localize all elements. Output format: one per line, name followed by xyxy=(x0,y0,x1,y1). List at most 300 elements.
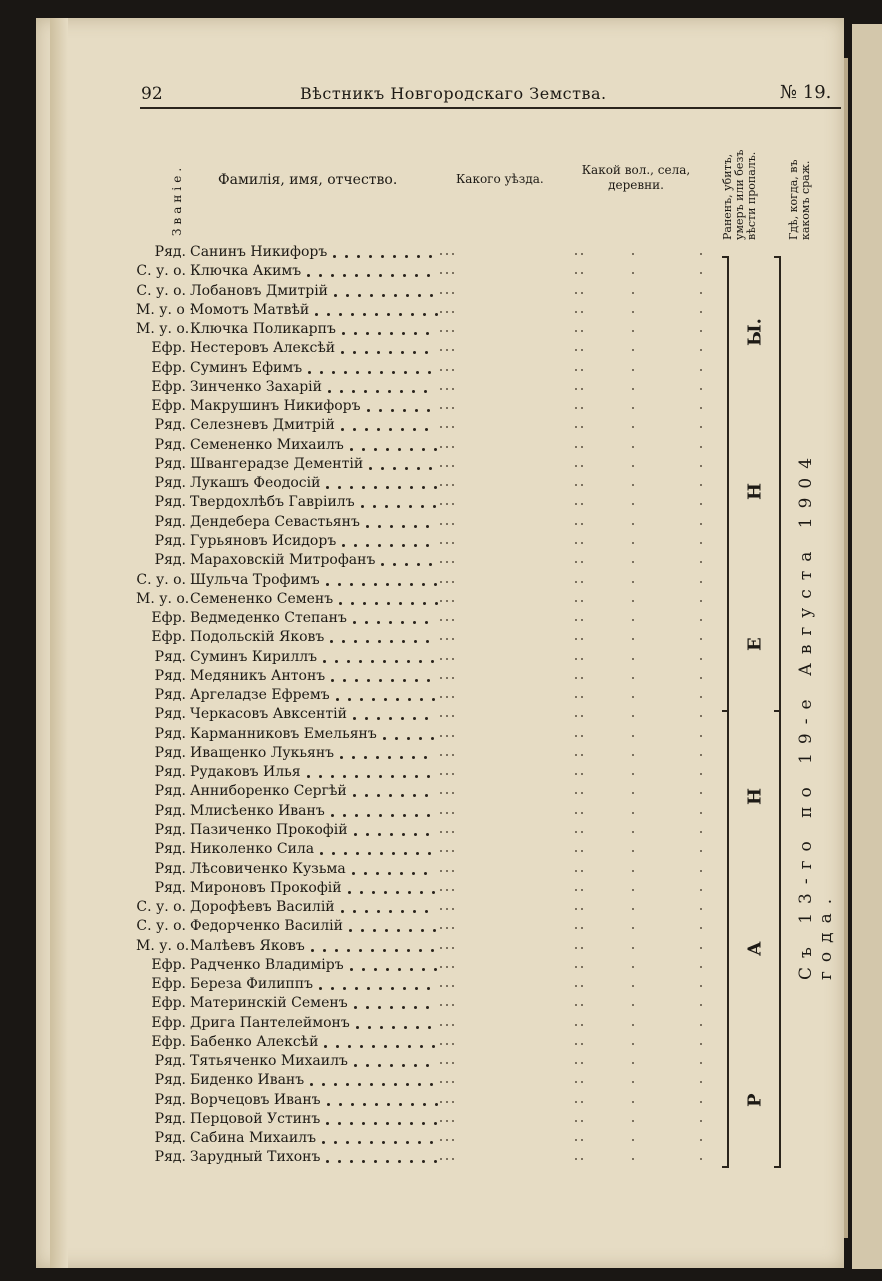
bracket-tick xyxy=(722,256,728,258)
ditto-dot xyxy=(581,658,583,660)
leader-dot xyxy=(403,775,406,778)
leader-dot xyxy=(412,872,415,875)
leader-dot xyxy=(382,294,385,297)
leader-dot xyxy=(346,1083,349,1086)
leader-dots xyxy=(136,975,436,994)
leader-dot xyxy=(341,351,344,354)
leader-dots xyxy=(136,879,436,898)
rank-label: Ряд. xyxy=(154,744,186,761)
ditto-dot xyxy=(575,523,577,525)
leader-dot xyxy=(373,505,376,508)
leader-dot xyxy=(336,698,339,701)
leader-dot xyxy=(362,1122,365,1125)
leader-dot xyxy=(423,313,426,316)
leader-dot xyxy=(417,467,420,470)
rank-label: Ряд. xyxy=(154,552,186,569)
ditto-dot xyxy=(581,465,583,467)
ditto-dot xyxy=(452,966,454,968)
leader-dot xyxy=(389,621,392,624)
leader-dots xyxy=(136,917,436,936)
leader-dot xyxy=(319,775,322,778)
leader-dot xyxy=(416,1026,419,1029)
ditto-dot xyxy=(700,889,702,891)
leader-dot xyxy=(422,968,425,971)
ditto-dot xyxy=(632,658,634,660)
leader-dot xyxy=(339,1103,342,1106)
leader-dot xyxy=(353,428,356,431)
leader-dot xyxy=(344,852,347,855)
ditto-dot xyxy=(452,1043,454,1045)
leader-dots xyxy=(136,648,436,667)
leader-dot xyxy=(384,698,387,701)
leader-dot xyxy=(402,640,405,643)
ditto-dot xyxy=(575,754,577,756)
leader-dot xyxy=(378,332,381,335)
leader-dot xyxy=(380,371,383,374)
leader-dot xyxy=(427,814,430,817)
rank-label: Ефр. xyxy=(151,629,186,646)
leader-dot xyxy=(418,294,421,297)
rank-label: Ряд. xyxy=(154,417,186,434)
leader-dot xyxy=(366,1064,369,1067)
leader-dot xyxy=(375,313,378,316)
journal-title: Вѣстникъ Новгородскаго Земства. xyxy=(300,84,607,103)
leader-dot xyxy=(389,428,392,431)
date-vertical-text: Съ 13-го по 19-е Августа 1904 года. xyxy=(796,448,836,980)
leader-dot xyxy=(410,1122,413,1125)
leader-dot xyxy=(365,428,368,431)
leader-dot xyxy=(374,1160,377,1163)
leader-dots xyxy=(136,282,436,301)
ditto-dot xyxy=(700,966,702,968)
leader-dot xyxy=(425,351,428,354)
leader-dot xyxy=(326,1160,329,1163)
ditto-dot xyxy=(440,677,442,679)
leader-dot xyxy=(332,371,335,374)
leader-dot xyxy=(365,351,368,354)
leader-dot xyxy=(376,872,379,875)
ditto-dot xyxy=(700,1024,702,1026)
ditto-dot xyxy=(446,677,448,679)
leader-dot xyxy=(319,274,322,277)
ditto-dot xyxy=(452,947,454,949)
leader-dot xyxy=(341,910,344,913)
person-name: Лѣсовиченко Кузьма xyxy=(190,860,346,877)
status-vertical-text xyxy=(738,250,772,1175)
person-name: Макрушинъ Никифоръ xyxy=(190,398,361,415)
leader-dot xyxy=(342,640,345,643)
rank-label: Ряд. xyxy=(154,667,186,684)
leader-dot xyxy=(426,1064,429,1067)
leader-dot xyxy=(390,640,393,643)
leader-dot xyxy=(400,872,403,875)
ditto-dot xyxy=(446,1101,448,1103)
leader-dot xyxy=(427,409,430,412)
leader-dot xyxy=(406,1141,409,1144)
ditto-dot xyxy=(700,1101,702,1103)
leader-dot xyxy=(399,602,402,605)
leader-dots xyxy=(136,397,436,416)
ditto-dot xyxy=(700,465,702,467)
leader-dot xyxy=(377,910,380,913)
rank-label: С. у. о. xyxy=(136,918,186,935)
ditto-dot xyxy=(446,446,448,448)
leader-dot xyxy=(340,756,343,759)
leader-dot xyxy=(356,852,359,855)
ditto-dot xyxy=(700,812,702,814)
leader-dot xyxy=(405,467,408,470)
ditto-dot xyxy=(440,600,442,602)
leader-dot xyxy=(404,371,407,374)
leader-dot xyxy=(310,1083,313,1086)
person-name: Мироновъ Прокофій xyxy=(190,879,342,896)
leader-dot xyxy=(386,968,389,971)
leader-dot xyxy=(428,371,431,374)
leader-dot xyxy=(350,1122,353,1125)
person-name: Шульча Трофимъ xyxy=(190,571,320,588)
bracket-tick xyxy=(774,710,780,712)
person-name: Рудаковъ Илья xyxy=(190,764,301,781)
leader-dots xyxy=(136,1014,436,1033)
ditto-dot xyxy=(581,253,583,255)
person-name: Радченко Владиміръ xyxy=(190,956,344,973)
ditto-dot xyxy=(581,1120,583,1122)
leader-dot xyxy=(430,1141,433,1144)
leader-dot xyxy=(387,602,390,605)
ditto-dot xyxy=(452,311,454,313)
leader-dot xyxy=(379,987,382,990)
ditto-dot xyxy=(446,889,448,891)
leader-dot xyxy=(374,448,377,451)
leader-dot xyxy=(377,351,380,354)
person-name: Зарудный Тихонъ xyxy=(190,1149,321,1166)
leader-dot xyxy=(361,929,364,932)
leader-dot xyxy=(364,390,367,393)
ditto-dot xyxy=(440,831,442,833)
person-name: Лобановъ Дмитрій xyxy=(190,282,329,299)
ditto-dot xyxy=(446,754,448,756)
leader-dot xyxy=(391,814,394,817)
person-name: Зинченко Захарій xyxy=(190,378,322,395)
leader-dot xyxy=(400,756,403,759)
leader-dot xyxy=(398,486,401,489)
leader-dot xyxy=(395,949,398,952)
ditto-dot xyxy=(575,947,577,949)
ditto-dot xyxy=(446,523,448,525)
ditto-dot xyxy=(632,581,634,583)
leader-dot xyxy=(379,274,382,277)
person-name: Черкасовъ Авксентій xyxy=(190,706,347,723)
status-letter: Н xyxy=(744,483,766,501)
leader-dot xyxy=(417,563,420,566)
leader-dot xyxy=(410,583,413,586)
leader-dot xyxy=(431,660,434,663)
ditto-dot xyxy=(632,446,634,448)
leader-dot xyxy=(368,1026,371,1029)
leader-dot xyxy=(345,255,348,258)
ditto-dot xyxy=(581,966,583,968)
leader-dot xyxy=(354,332,357,335)
leader-dots xyxy=(136,551,436,570)
leader-dot xyxy=(415,814,418,817)
rank-label: М. у. о. xyxy=(136,590,190,607)
leader-dot xyxy=(350,448,353,451)
leader-dot xyxy=(380,1026,383,1029)
ditto-dot xyxy=(581,677,583,679)
leader-dot xyxy=(427,775,430,778)
leader-dot xyxy=(391,987,394,990)
ditto-dot xyxy=(575,311,577,313)
leader-dot xyxy=(410,1160,413,1163)
leader-dot xyxy=(366,833,369,836)
ditto-dot xyxy=(632,812,634,814)
ditto-dot xyxy=(575,908,577,910)
leader-dot xyxy=(350,968,353,971)
leader-dot xyxy=(407,660,410,663)
ditto-dot xyxy=(632,908,634,910)
leader-dot xyxy=(385,929,388,932)
leader-dot xyxy=(350,1160,353,1163)
leader-dot xyxy=(409,505,412,508)
leader-dot xyxy=(355,814,358,817)
rank-label: М. у. о. xyxy=(136,937,190,954)
ditto-dot xyxy=(581,292,583,294)
ditto-dot xyxy=(446,947,448,949)
person-name: Ворчецовъ Иванъ xyxy=(190,1091,321,1108)
ditto-dot xyxy=(700,735,702,737)
leader-dot xyxy=(431,737,434,740)
leader-dot xyxy=(390,525,393,528)
leader-dot xyxy=(346,1141,349,1144)
ditto-dot xyxy=(440,369,442,371)
leader-dots xyxy=(136,436,436,455)
ditto-dot xyxy=(446,311,448,313)
rank-label: Ефр. xyxy=(151,1033,186,1050)
person-name: Дрига Пантелеймонъ xyxy=(190,1014,350,1031)
ditto-dot xyxy=(700,388,702,390)
leader-dot xyxy=(372,698,375,701)
ditto-dot xyxy=(440,1024,442,1026)
leader-dot xyxy=(390,332,393,335)
rank-label: М. у. о · xyxy=(136,301,194,318)
leader-dot xyxy=(410,968,413,971)
leader-dot xyxy=(434,448,437,451)
rank-label: Ряд. xyxy=(154,1072,186,1089)
ditto-dot xyxy=(446,1043,448,1045)
ditto-dot xyxy=(632,600,634,602)
leader-dot xyxy=(421,505,424,508)
ditto-dot xyxy=(581,600,583,602)
leader-dot xyxy=(379,775,382,778)
leader-dot xyxy=(433,505,436,508)
leader-dot xyxy=(335,660,338,663)
ditto-dot xyxy=(452,735,454,737)
leader-dot xyxy=(404,852,407,855)
rank-label: Ряд. xyxy=(154,475,186,492)
leader-dot xyxy=(408,891,411,894)
leader-dots xyxy=(136,1148,436,1167)
leader-dot xyxy=(422,486,425,489)
ditto-dot xyxy=(452,388,454,390)
leader-dot xyxy=(381,563,384,566)
leader-dot xyxy=(338,583,341,586)
leader-dot xyxy=(380,852,383,855)
person-name: Материнскій Семенъ xyxy=(190,995,348,1012)
leader-dot xyxy=(366,640,369,643)
ditto-dot xyxy=(446,658,448,660)
leader-dot xyxy=(352,872,355,875)
leader-dot xyxy=(424,756,427,759)
ditto-dot xyxy=(632,754,634,756)
ditto-dot xyxy=(446,292,448,294)
status-letter: Ы. xyxy=(744,318,766,347)
leader-dot xyxy=(414,544,417,547)
leader-dot xyxy=(432,698,435,701)
ditto-dot xyxy=(452,889,454,891)
leader-dot xyxy=(355,775,358,778)
leader-dot xyxy=(398,583,401,586)
ditto-dot xyxy=(440,870,442,872)
leader-dot xyxy=(386,448,389,451)
ditto-dot xyxy=(632,735,634,737)
leader-dot xyxy=(403,409,406,412)
ditto-dot xyxy=(700,446,702,448)
leader-dot xyxy=(401,428,404,431)
date-bracket xyxy=(779,256,781,1168)
leader-dot xyxy=(334,1083,337,1086)
leader-dot xyxy=(394,1083,397,1086)
rank-label: Ряд. xyxy=(154,783,186,800)
leader-dots xyxy=(136,840,436,859)
leader-dot xyxy=(360,698,363,701)
leader-dot xyxy=(392,1026,395,1029)
leader-dot xyxy=(376,390,379,393)
bracket-tick xyxy=(774,256,780,258)
leader-dot xyxy=(414,1006,417,1009)
leader-dot xyxy=(427,274,430,277)
rank-label: М. у. о. xyxy=(136,321,190,338)
leader-dot xyxy=(425,794,428,797)
ditto-dot xyxy=(700,870,702,872)
ditto-dot xyxy=(700,253,702,255)
ditto-dot xyxy=(440,908,442,910)
leader-dot xyxy=(430,1083,433,1086)
leader-dot xyxy=(397,929,400,932)
leader-dot xyxy=(396,698,399,701)
leader-dot xyxy=(426,332,429,335)
leader-dot xyxy=(370,1083,373,1086)
ditto-dot xyxy=(581,581,583,583)
leader-dot xyxy=(338,1160,341,1163)
leader-dot xyxy=(406,294,409,297)
ditto-dot xyxy=(581,735,583,737)
rank-label: Ефр. xyxy=(151,956,186,973)
leader-dot xyxy=(413,910,416,913)
leader-dot xyxy=(389,717,392,720)
ditto-dot xyxy=(452,812,454,814)
leader-dot xyxy=(356,1026,359,1029)
rank-label: Ряд. xyxy=(154,706,186,723)
leader-dots xyxy=(136,725,436,744)
leader-dot xyxy=(398,968,401,971)
rank-label: Ряд. xyxy=(154,532,186,549)
leader-dot xyxy=(405,563,408,566)
ditto-dot xyxy=(452,1024,454,1026)
leader-dot xyxy=(428,1026,431,1029)
leader-dot xyxy=(424,390,427,393)
leader-dot xyxy=(420,891,423,894)
leader-dot xyxy=(347,949,350,952)
leader-dot xyxy=(426,525,429,528)
leader-dot xyxy=(378,544,381,547)
leader-dot xyxy=(410,448,413,451)
leader-dot xyxy=(411,313,414,316)
leader-dot xyxy=(434,968,437,971)
leader-dots xyxy=(136,686,436,705)
ditto-dot xyxy=(440,1043,442,1045)
leader-dot xyxy=(410,486,413,489)
leader-dot xyxy=(377,794,380,797)
leader-dot xyxy=(402,1064,405,1067)
leader-dot xyxy=(367,679,370,682)
leader-dot xyxy=(401,351,404,354)
leader-dot xyxy=(425,428,428,431)
leader-dot xyxy=(369,255,372,258)
leader-dot xyxy=(423,1103,426,1106)
leader-dots xyxy=(136,571,436,590)
leader-dot xyxy=(372,1045,375,1048)
leader-dot xyxy=(330,640,333,643)
leader-dots xyxy=(136,705,436,724)
leader-dots xyxy=(136,1091,436,1110)
leader-dot xyxy=(354,544,357,547)
leader-dot xyxy=(324,1045,327,1048)
leader-dot xyxy=(398,1122,401,1125)
leader-dot xyxy=(375,1103,378,1106)
person-name: Перцовой Устинъ xyxy=(190,1110,321,1127)
leader-dot xyxy=(367,814,370,817)
leader-dot xyxy=(327,1103,330,1106)
leader-dots xyxy=(136,339,436,358)
leader-dot xyxy=(402,1006,405,1009)
leader-dot xyxy=(383,660,386,663)
leader-dot xyxy=(415,409,418,412)
leader-dots xyxy=(136,744,436,763)
ditto-dot xyxy=(446,465,448,467)
leader-dots xyxy=(136,455,436,474)
status-letter: Р xyxy=(744,1093,766,1107)
leader-dot xyxy=(392,371,395,374)
leader-dot xyxy=(370,1141,373,1144)
leader-dot xyxy=(404,1026,407,1029)
leader-dot xyxy=(386,583,389,586)
ditto-dot xyxy=(632,677,634,679)
leader-dot xyxy=(435,1103,438,1106)
ditto-dot xyxy=(632,369,634,371)
ditto-dot xyxy=(575,253,577,255)
leader-dot xyxy=(334,294,337,297)
ditto-dot xyxy=(446,812,448,814)
leader-dot xyxy=(403,274,406,277)
rank-label: Ефр. xyxy=(151,398,186,415)
leader-dot xyxy=(409,929,412,932)
leader-dot xyxy=(323,660,326,663)
ditto-dot xyxy=(575,446,577,448)
rank-label: Ряд. xyxy=(154,1053,186,1070)
ditto-dot xyxy=(700,581,702,583)
person-name: Млисѣенко Иванъ xyxy=(190,802,325,819)
leader-dot xyxy=(427,987,430,990)
